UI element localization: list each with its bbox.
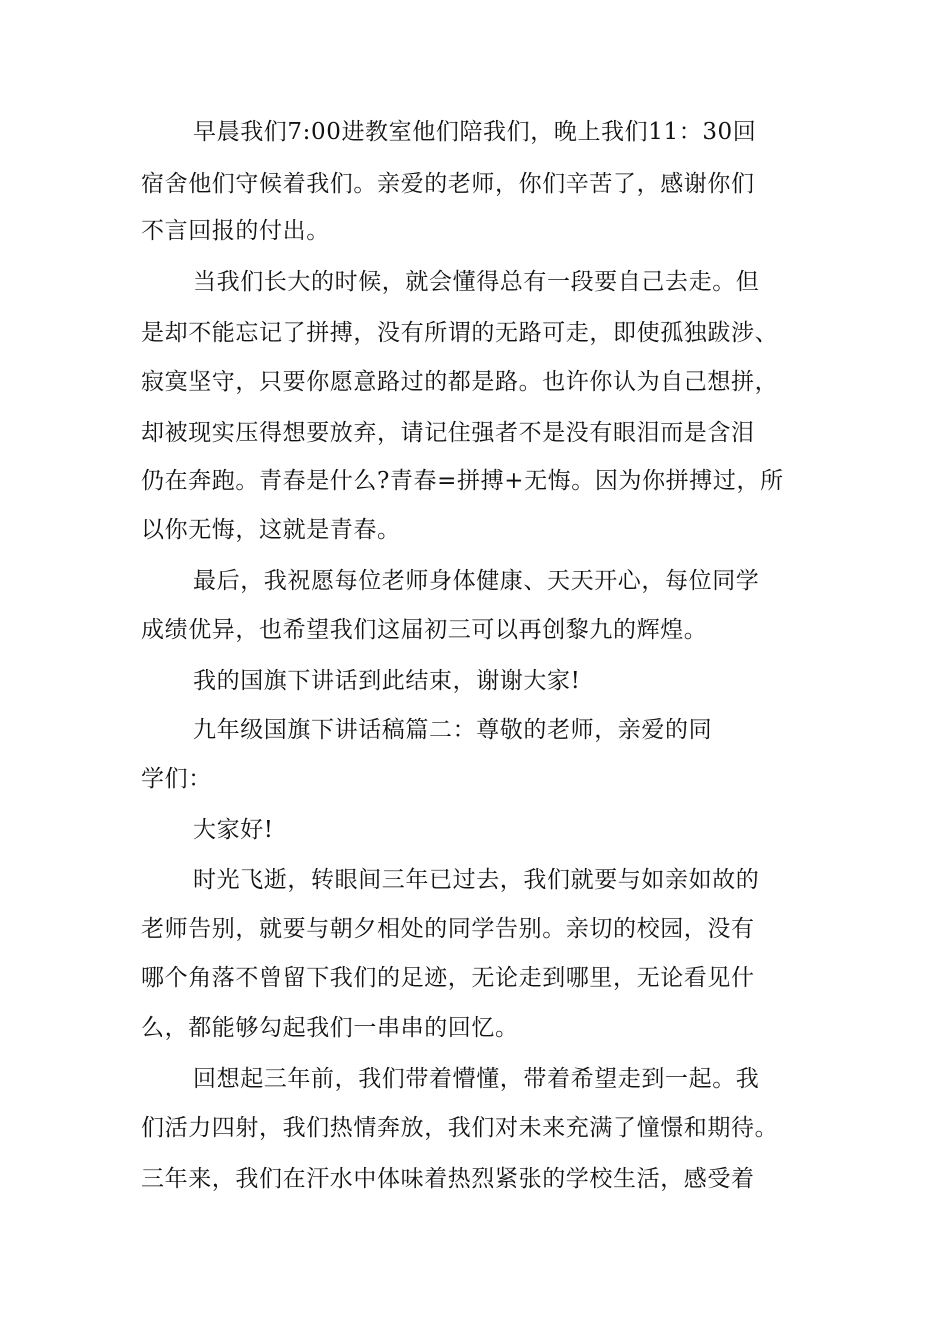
line-text: 老师告别，就要与朝夕相处的同学告别。亲切的校园，没有	[141, 916, 755, 942]
text-line	[0, 1004, 950, 1053]
text-line	[0, 606, 950, 655]
line-text: 我的国旗下讲话到此结束，谢谢大家!	[193, 668, 581, 694]
text-line	[0, 358, 950, 407]
text-line	[0, 457, 950, 506]
line-text: 们活力四射，我们热情奔放，我们对未来充满了憧憬和期待。	[141, 1115, 779, 1141]
line-text: 么，都能够勾起我们一串串的回忆。	[141, 1015, 519, 1041]
text-line	[0, 557, 950, 606]
line-text: 不言回报的付出。	[141, 218, 330, 244]
text-line	[0, 905, 950, 954]
text-line	[0, 409, 950, 458]
text-line	[0, 657, 950, 706]
line-text: 学们：	[141, 766, 212, 792]
text-line	[0, 207, 950, 256]
text-line	[0, 755, 950, 804]
line-text: 是却不能忘记了拼搏，没有所谓的无路可走，即使孤独跋涉、	[141, 320, 779, 346]
text-line	[0, 806, 950, 855]
text-line	[0, 108, 950, 157]
text-line	[0, 160, 950, 209]
line-text: 仍在奔跑。青春是什么?青春=拼搏+无悔。因为你拼搏过，所	[141, 468, 784, 494]
text-line	[0, 706, 950, 755]
text-line	[0, 856, 950, 905]
line-text: 却被现实压得想要放弃，请记住强者不是没有眼泪而是含泪	[141, 420, 755, 446]
line-text: 三年来，我们在汗水中体味着热烈紧张的学校生活，感受着	[141, 1166, 755, 1192]
text-line	[0, 309, 950, 358]
line-text: 最后，我祝愿每位老师身体健康、天天开心，每位同学	[193, 568, 760, 594]
line-text: 九年级国旗下讲话稿篇二：尊敬的老师，亲爱的同	[193, 717, 713, 743]
line-text: 时光飞逝，转眼间三年已过去，我们就要与如亲如故的	[193, 867, 760, 893]
line-text: 哪个角落不曾留下我们的足迹，无论走到哪里，无论看见什	[141, 965, 755, 991]
line-text: 以你无悔，这就是青春。	[141, 517, 401, 543]
text-line	[0, 506, 950, 555]
line-text: 成绩优异，也希望我们这届初三可以再创黎九的辉煌。	[141, 617, 708, 643]
text-line	[0, 1155, 950, 1204]
text-line	[0, 258, 950, 307]
text-line	[0, 1055, 950, 1104]
text-line	[0, 954, 950, 1003]
line-text: 宿舍他们守候着我们。亲爱的老师，你们辛苦了，感谢你们	[141, 171, 755, 197]
line-text: 大家好!	[193, 817, 274, 843]
line-text: 当我们长大的时候，就会懂得总有一段要自己去走。但	[193, 269, 760, 295]
line-text: 寂寞坚守，只要你愿意路过的都是路。也许你认为自己想拼，	[141, 369, 779, 395]
line-text: 早晨我们7:00进教室他们陪我们，晚上我们11：30回	[193, 119, 757, 145]
line-text: 回想起三年前，我们带着懵懂，带着希望走到一起。我	[193, 1066, 760, 1092]
text-line	[0, 1104, 950, 1153]
